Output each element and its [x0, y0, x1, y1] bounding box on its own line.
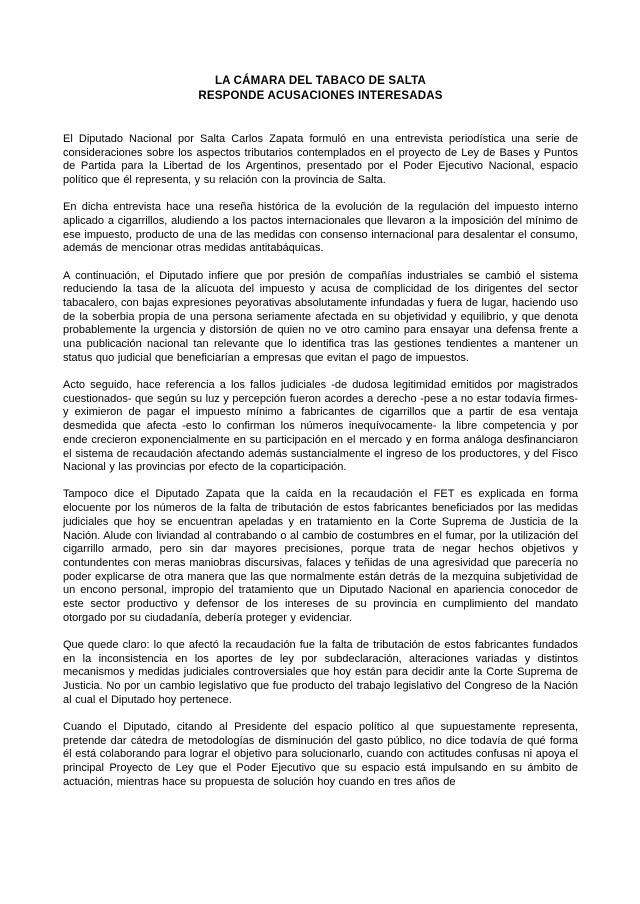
paragraph-actoseguido: Acto seguido, hace referencia a los fallos judiciales -de dudosa legitimidad emitidos por magistrados cuestionados- que según su luz y percepción fueron acordes a derecho -pese a no estar todavía firmes- y eximieron de pagar el impuesto mínimo a fabricantes de cigarrillos que a partir de esa ventaja desmedida que afecta -esto lo confirman los números inequívocamente- la libre competencia y por ende crecieron exponencialmente en su participación en el mercado y en forma análoga desfinanciaron el sistema de recaudación afectando además sustancialmente el ingreso de los productores, y del Fisco Nacional y las provincias por efecto de la coparticipación.: [63, 379, 578, 474]
paragraph-quequedeclaro: Que quede claro: lo que afectó la recaudación fue la falta de tributación de estos fabricantes fundados en la inconsistencia en los aportes de ley por subdeclaración, alteraciones variadas y distintos mecanismos y medidas judiciales controversiales que hoy están para decidir ante la Corte Suprema de Justicia. No por un cambio legislativo que fue producto del trabajo legislativo del Congreso de la Nación al cual el Diputado hoy pertenece.: [63, 639, 578, 706]
document-title: [63, 74, 578, 104]
title-line-1: LA CÁMARA DEL TABACO DE SALTA: [214, 75, 427, 87]
document-body: [63, 133, 578, 790]
paragraph-tampoco: Tampoco dice el Diputado Zapata que la caída en la recaudación el FET es explicada en forma elocuente por los números de la falta de tributación de estos fabricantes beneficiados por las medidas judiciales que hoy se encuentran apeladas y en tratamiento en la Corte Suprema de Justicia de la Nación. Alude con liviandad al contrabando o al cambio de costumbres en el fumar, por la utilización del cigarrillo armado, pero sin dar mayores precisiones, porque trata de negar hechos objetivos y contundentes con meras maniobras discursivas, falaces y teñidas de una agresividad que parecería no poder explicarse de otra manera que las que normalmente están detrás de la mezquina subjetividad de un encono personal, impropio del tratamiento que un Diputado Nacional en apariencia conocedor de este sector productivo y defensor de los intereses de su provincia en cumplimiento del mandato otorgado por su ciudadanía, debería proteger y evidenciar.: [63, 488, 578, 624]
paragraph-intro: El Diputado Nacional por Salta Carlos Zapata formuló en una entrevista periodística una serie de consideraciones sobre los aspectos tributarios contemplados en el proyecto de Ley de Bases y Puntos de Partida para la Libertad de los Argentinos, presentado por el Poder Ejecutivo Nacional, espacio político que él representa, y su relación con la provincia de Salta.: [63, 133, 578, 187]
paragraph-acontinuacion: A continuación, el Diputado infiere que por presión de compañías industriales se cambió el sistema reduciendo la tasa de la alícuota del impuesto y acusa de complicidad de los dirigentes del sector tabacalero, con bajas expresiones peyorativas absolutamente infundadas y fuera de lugar, haciendo uso de la soberbia propia de una persona seriamente afectada en su objetividad y equilibrio, y que denota probablemente la urgencia y distorsión de quien no ve otro camino para ensayar una defensa frente a una publicación nacional tan relevante que lo identifica tras las gestiones tendientes a mantener un status quo judicial que beneficiarían a empresas que evitan el pago de impuestos.: [63, 269, 578, 364]
title-line-2: RESPONDE ACUSACIONES INTERESADAS: [198, 90, 443, 102]
paragraph-cuando: Cuando el Diputado, citando al Presidente del espacio político al que supuestamente representa, pretende dar cátedra de metodologías de disminución del gasto público, no dice todavía de qué forma él está colaborando para lograr el objetivo para solucionarlo, cuando con actitudes confusas ni apoya el principal Proyecto de Ley que el Poder Ejecutivo que su espacio está impulsando en su ámbito de actuación, mientras hace su propuesta de solución hoy cuando en tres años de: [63, 721, 578, 788]
paragraph-entrevista: En dicha entrevista hace una reseña histórica de la evolución de la regulación del impuesto interno aplicado a cigarrillos, aludiendo a los pactos internacionales que llevaron a la imposición del mínimo de ese impuesto, producto de una de las medidas con consenso internacional para desalentar el consumo, además de mencionar otras medidas antitabáquicas.: [63, 201, 578, 255]
